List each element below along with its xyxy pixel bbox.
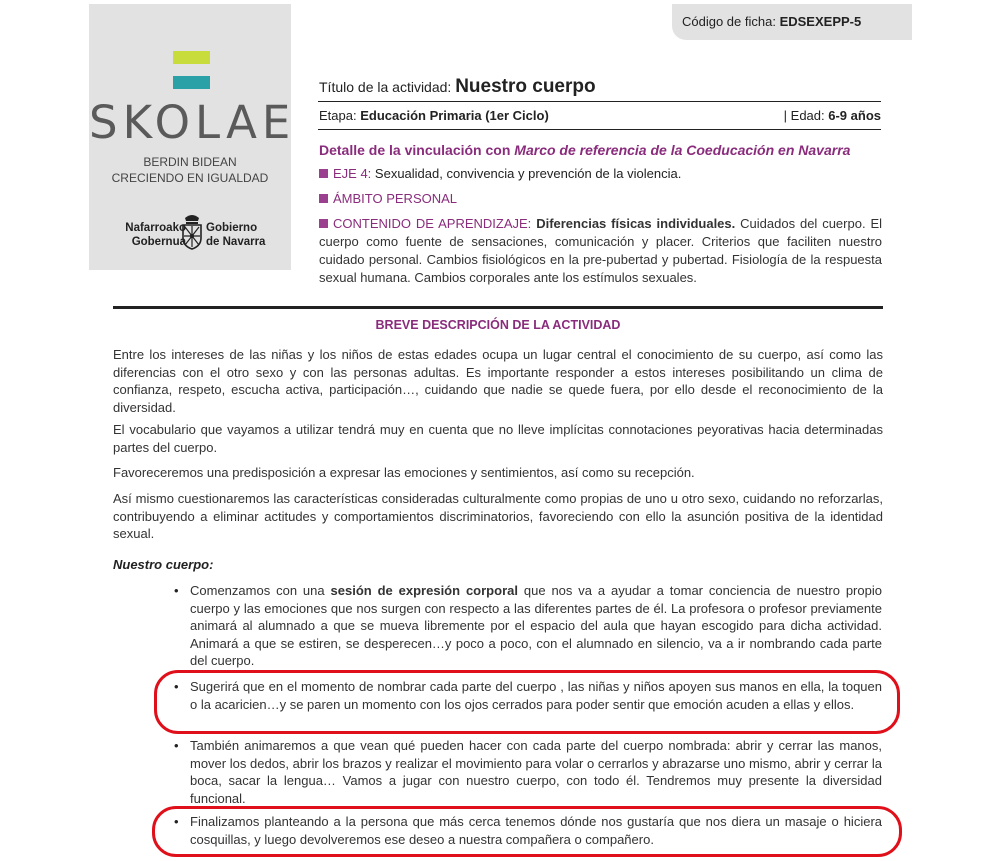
bullet-1-bold: sesión de expresión corporal — [330, 583, 518, 598]
eje-label: EJE 4: — [333, 166, 372, 181]
ficha-code — [672, 4, 912, 40]
description-paragraph-1: Entre los intereses de las niñas y los niños de estas edades ocupa un lugar central el conocimiento de su cuerpo, así como las diferencias con el otro sexo y con las personas adultas. Es importante responder a estos intereses posibilitando un clima de confianza, respeto, escucha activa, participación…, cuidando que nadie se quede fuera, por ello desde el reconocimiento de la diversidad. — [113, 347, 883, 415]
description-paragraph-2: El vocabulario que vayamos a utilizar tendrá muy en cuenta que no lleve implícitas connotaciones peyorativas hacia determinadas partes del cuerpo. — [113, 422, 883, 455]
square-bullet-icon — [319, 194, 328, 203]
bullet-2-icon: • — [174, 679, 179, 694]
contenido-block — [319, 215, 882, 287]
tagline-line-1: BERDIN BIDEAN — [143, 155, 237, 169]
gov-left-line-2: Gobernua — [131, 236, 186, 248]
tagline-line-2: CRECIENDO EN IGUALDAD — [111, 171, 269, 185]
gov-spanish-name — [206, 221, 290, 249]
description-heading: BREVE DESCRIPCIÓN DE LA ACTIVIDAD — [375, 318, 621, 332]
highlight-box-1 — [154, 670, 900, 734]
etapa-label: Etapa: — [319, 108, 357, 123]
detalle-heading — [319, 142, 850, 158]
gov-right-line-2: de Navarra — [206, 236, 266, 248]
description-paragraph-3: Favoreceremos una predisposición a expresar las emociones y sentimientos, así como su recepción. — [113, 465, 695, 480]
ambito-line — [319, 191, 457, 206]
title-divider — [318, 101, 881, 102]
nuestro-cuerpo-heading: Nuestro cuerpo: — [113, 557, 214, 572]
navarra-crest-icon — [180, 212, 204, 250]
ficha-code-value: EDSEXEPP-5 — [779, 14, 862, 29]
edad-label: | Edad: — [783, 108, 825, 123]
ficha-label: Código de ficha: — [682, 14, 776, 29]
skolae-logo-text: SKOLAE — [89, 96, 296, 149]
page-title: Nuestro cuerpo — [455, 76, 596, 97]
highlight-box-2 — [152, 806, 902, 857]
logo-teal-bar — [173, 76, 210, 89]
bullet-1-pre: Comenzamos con una — [190, 583, 325, 598]
etapa-divider — [318, 129, 881, 130]
bullet-item-3: También animaremos a que vean qué pueden hacer con cada parte del cuerpo nombrada: abrir y cerrar las manos, mover los dedos, abrir los brazos y realizar el movimiento para volar o cerrarlos y abrazarse uno mismo, abrir y cerrar la boca, sacar la lengua… Vamos a jugar con nuestro cuerpo, con todo él. Tendremos muy presente la diversidad funcional. — [190, 738, 882, 806]
bullet-1-icon: • — [174, 583, 179, 598]
contenido-bold: Diferencias físicas individuales. — [536, 216, 736, 231]
ambito-label: ÁMBITO PERSONAL — [333, 191, 458, 206]
logo-tagline — [89, 154, 291, 186]
title-label: Título de la actividad: — [319, 79, 452, 95]
bullet-3-icon: • — [174, 738, 179, 753]
bullet-item-4: Finalizamos planteando a la persona que más cerca tenemos dónde nos gustaría que nos diera un masaje o hiciera cosquillas, y luego devolveremos ese deseo a nuestra compañera o compañero. — [190, 814, 882, 847]
eje-line — [319, 166, 681, 181]
eje-text: Sexualidad, convivencia y prevención de la violencia. — [374, 166, 682, 181]
section-divider — [113, 306, 883, 309]
edad-row — [784, 108, 881, 123]
gov-left-line-1: Nafarroako — [125, 222, 186, 234]
description-paragraph-4: Así mismo cuestionaremos las características consideradas culturalmente como propias de uno u otro sexo, cuidando no reforzarlas, contribuyendo a eliminar actitudes y comportamientos discriminatorios, favoreciendo con ello la asunción positiva de la identidad sexual. — [113, 491, 883, 541]
bullet-1-post: que nos va a ayudar a tomar conciencia de nuestro propio cuerpo y las emociones que nos surgen con respecto a las diferentes partes de él. La profesora o profesor previamente animará al alumnado a que se mueva libremente por el espacio del aula que hayan escogido para dicha actividad. Animará a que se estiren, se desperecen…y poco a poco, con el alumnado en silencio, va a ir nombrando cada parte del cuerpo. — [190, 583, 882, 668]
etapa-row — [319, 108, 549, 123]
activity-title-row — [319, 76, 596, 98]
detalle-prefix: Detalle de la vinculación con — [319, 142, 511, 158]
bullet-item-1 — [190, 582, 882, 670]
gov-right-line-1: Gobierno — [206, 222, 258, 234]
square-bullet-icon — [319, 169, 328, 178]
contenido-label: CONTENIDO DE APRENDIZAJE: — [333, 216, 532, 231]
logo-green-bar — [173, 51, 210, 64]
bullet-item-2: Sugerirá que en el momento de nombrar cada parte del cuerpo , las niñas y niños apoyen sus manos en ella, la toquen o la acaricien…y se paren un momento con los ojos cerrados para poder sentir que emoción acuden a ellas y ellos. — [190, 679, 882, 712]
square-bullet-icon — [319, 219, 328, 228]
gov-basque-name — [111, 221, 186, 249]
etapa-value: Educación Primaria (1er Ciclo) — [360, 108, 549, 123]
skolae-logo-panel — [89, 4, 296, 270]
contenido-text: Cuidados del cuerpo. El cuerpo como fuente de sensaciones, comunicación y placer. Criterios que faciliten nuestro cuidado personal. Cambios fisiológicos en la pre-pubertad y pubertad. Fisiología de la respuesta sexual humana. Cambios corporales ante los estímulos sexuales. — [319, 216, 882, 285]
bullet-4-icon: • — [174, 814, 179, 829]
edad-value: 6-9 años — [828, 108, 881, 123]
detalle-ref: Marco de referencia de la Coeducación en Navarra — [514, 142, 851, 158]
